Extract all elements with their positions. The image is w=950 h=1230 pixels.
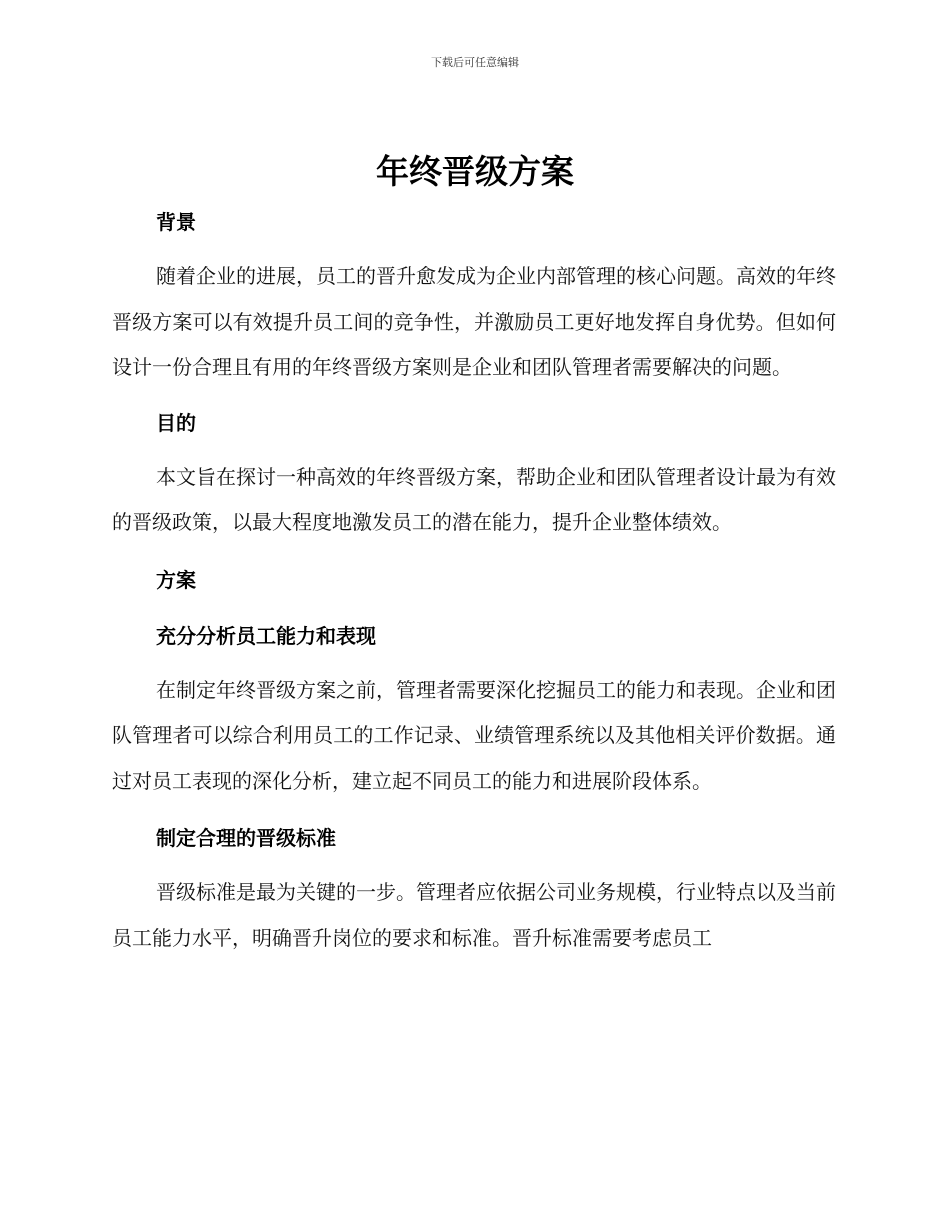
purpose-paragraph: 本文旨在探讨一种高效的年终晋级方案，帮助企业和团队管理者设计最为有效的晋级政策，以最大程度地激发员工的潜在能力，提升企业整体绩效。 (112, 464, 836, 534)
standards-heading: 制定合理的晋级标准 (156, 826, 336, 850)
plan-heading: 方案 (156, 567, 196, 592)
header-note: 下载后可任意编辑 (431, 56, 519, 69)
standards-paragraph: 晋级标准是最为关键的一步。管理者应依据公司业务规模，行业特点以及当前员工能力水平，明确晋升岗位的要求和标准。晋升标准需要考虑员工 (112, 880, 836, 950)
document-body (112, 200, 836, 961)
background-paragraph: 随着企业的进展，员工的晋升愈发成为企业内部管理的核心问题。高效的年终晋级方案可以有效提升员工间的竞争性，并激励员工更好地发挥自身优势。但如何设计一份合理且有用的年终晋级方案则是企业和团队管理者需要解决的问题。 (112, 264, 836, 379)
background-heading: 背景 (156, 210, 196, 234)
document-title: 年终晋级方案 (376, 152, 574, 191)
analysis-heading: 充分分析员工能力和表现 (156, 623, 376, 648)
purpose-heading: 目的 (156, 410, 196, 435)
analysis-paragraph: 在制定年终晋级方案之前，管理者需要深化挖掘员工的能力和表现。企业和团队管理者可以综合利用员工的工作记录、业绩管理系统以及其他相关评价数据。通过对员工表现的深化分析，建立起不同员工的能力和进展阶段体系。 (112, 677, 836, 793)
